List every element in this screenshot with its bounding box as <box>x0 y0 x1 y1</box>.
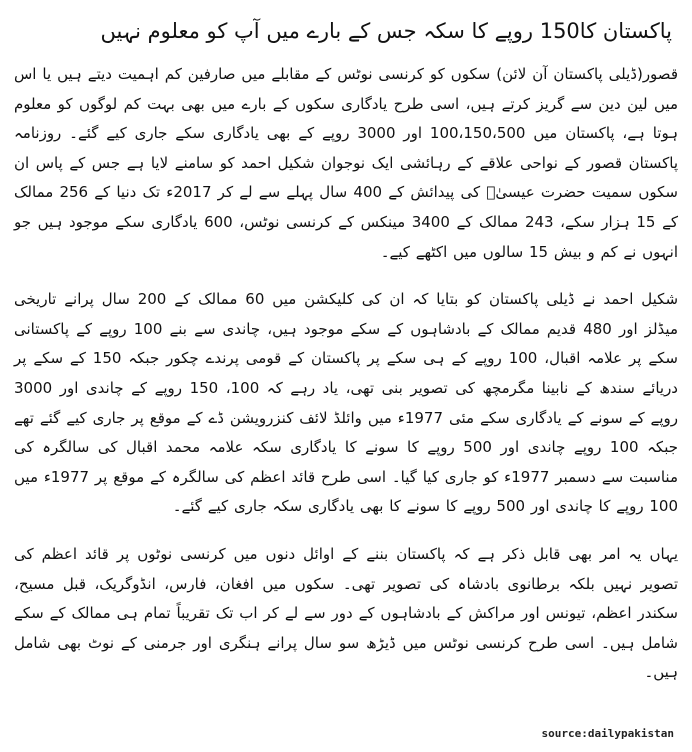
article-title: پاکستان کا150 روپے کا سکہ جس کے بارے میں آپ کو معلوم نہیں <box>100 19 672 43</box>
article-paragraph-2: شکیل احمد نے ڈیلی پاکستان کو بتایا کہ ان کی کلیکشن میں 60 ممالک کے 200 سال پرانے تاریخی میڈلز اور 480 قدیم ممالک کے بادشاہوں کے سکے موجود ہیں، چاندی سے بنے 100 روپے کے پاکستانی سکے پر علامہ اقبال، 100 روپے کے ہی سکے پر پاکستان کے قومی پرندے چکور جبکہ 150 کے سکے پر دریائے سندھ کے نابینا مگرمچھ کی تصویر بنی تھی، یاد رہے کہ 100، 150 روپے کے چاندی اور 3000 روپے کے سونے کے یادگاری سکے مئی 1977ء میں وائلڈ لائف کنزرویشن ڈے کے موقع پر جاری کیے گئے تھے جبکہ 100 روپے چاندی اور 500 روپے کا سونے کا یادگاری سکہ علامہ محمد اقبال کی سالگرہ کی مناسبت سے دسمبر 1977ء کو جاری کیا گیا۔ اسی طرح قائد اعظم کی سالگرہ کے موقع پر 1977ء میں 100 روپے کا چاندی اور 500 روپے کا سونے کا بھی یادگاری سکہ جاری کیے گئے۔ <box>14 290 679 516</box>
article-paragraph-3: یہاں یہ امر بھی قابل ذکر ہے کہ پاکستان بننے کے اوائل دنوں میں کرنسی نوٹوں پر قائد اعظم کی تصویر نہیں بلکہ برطانوی بادشاہ کی تصویر تھی۔ سکوں میں افغان، فارس، انڈوگریک، قبل مسیح، سکندر اعظم، تیونس اور مراکش کے بادشاہوں کے دور سے لے کر اب تک تقریباً تمام ہی ممالک کے سکے شامل ہیں۔ اسی طرح کرنسی نوٹس میں ڈیڑھ سو سال پرانے ہنگری اور جرمنی کے نوٹ بھی شامل ہیں۔ <box>14 544 678 682</box>
source-credit: source:dailypakistan <box>541 727 674 740</box>
article-paragraph-1: قصور(ڈیلی پاکستان آن لائن) سکوں کو کرنسی نوٹس کے مقابلے میں صارفین کم اہمیت دیتے ہیں یا اس میں لین دین سے گریز کرتے ہیں، اسی طرح یادگاری سکوں کے بارے میں بھی بہت کم لوگوں کو معلوم ہوتا ہے، پاکستان میں 100،150،500 اور 3000 روپے کے بھی یادگاری سکے جاری کیے گئے۔ روزنامہ پاکستان قصور کے نواحی علاقے کے رہائشی ایک نوجوان شکیل احمد کو سامنے لایا ہے جس کے پاس ان سکوں سمیت حضرت عیسیٰؑ کی پیدائش کے 400 سال پہلے سے لے کر 2017ء تک دنیا کے 256 ممالک کے 15 ہزار سکے، 243 ممالک کے 3400 مینکس کے کرنسی نوٹس، 600 یادگاری سکے موجود ہیں جو انہوں نے کم و بیش 15 سالوں میں اکٹھے کیے۔ <box>14 65 679 261</box>
news-article <box>14 14 678 706</box>
